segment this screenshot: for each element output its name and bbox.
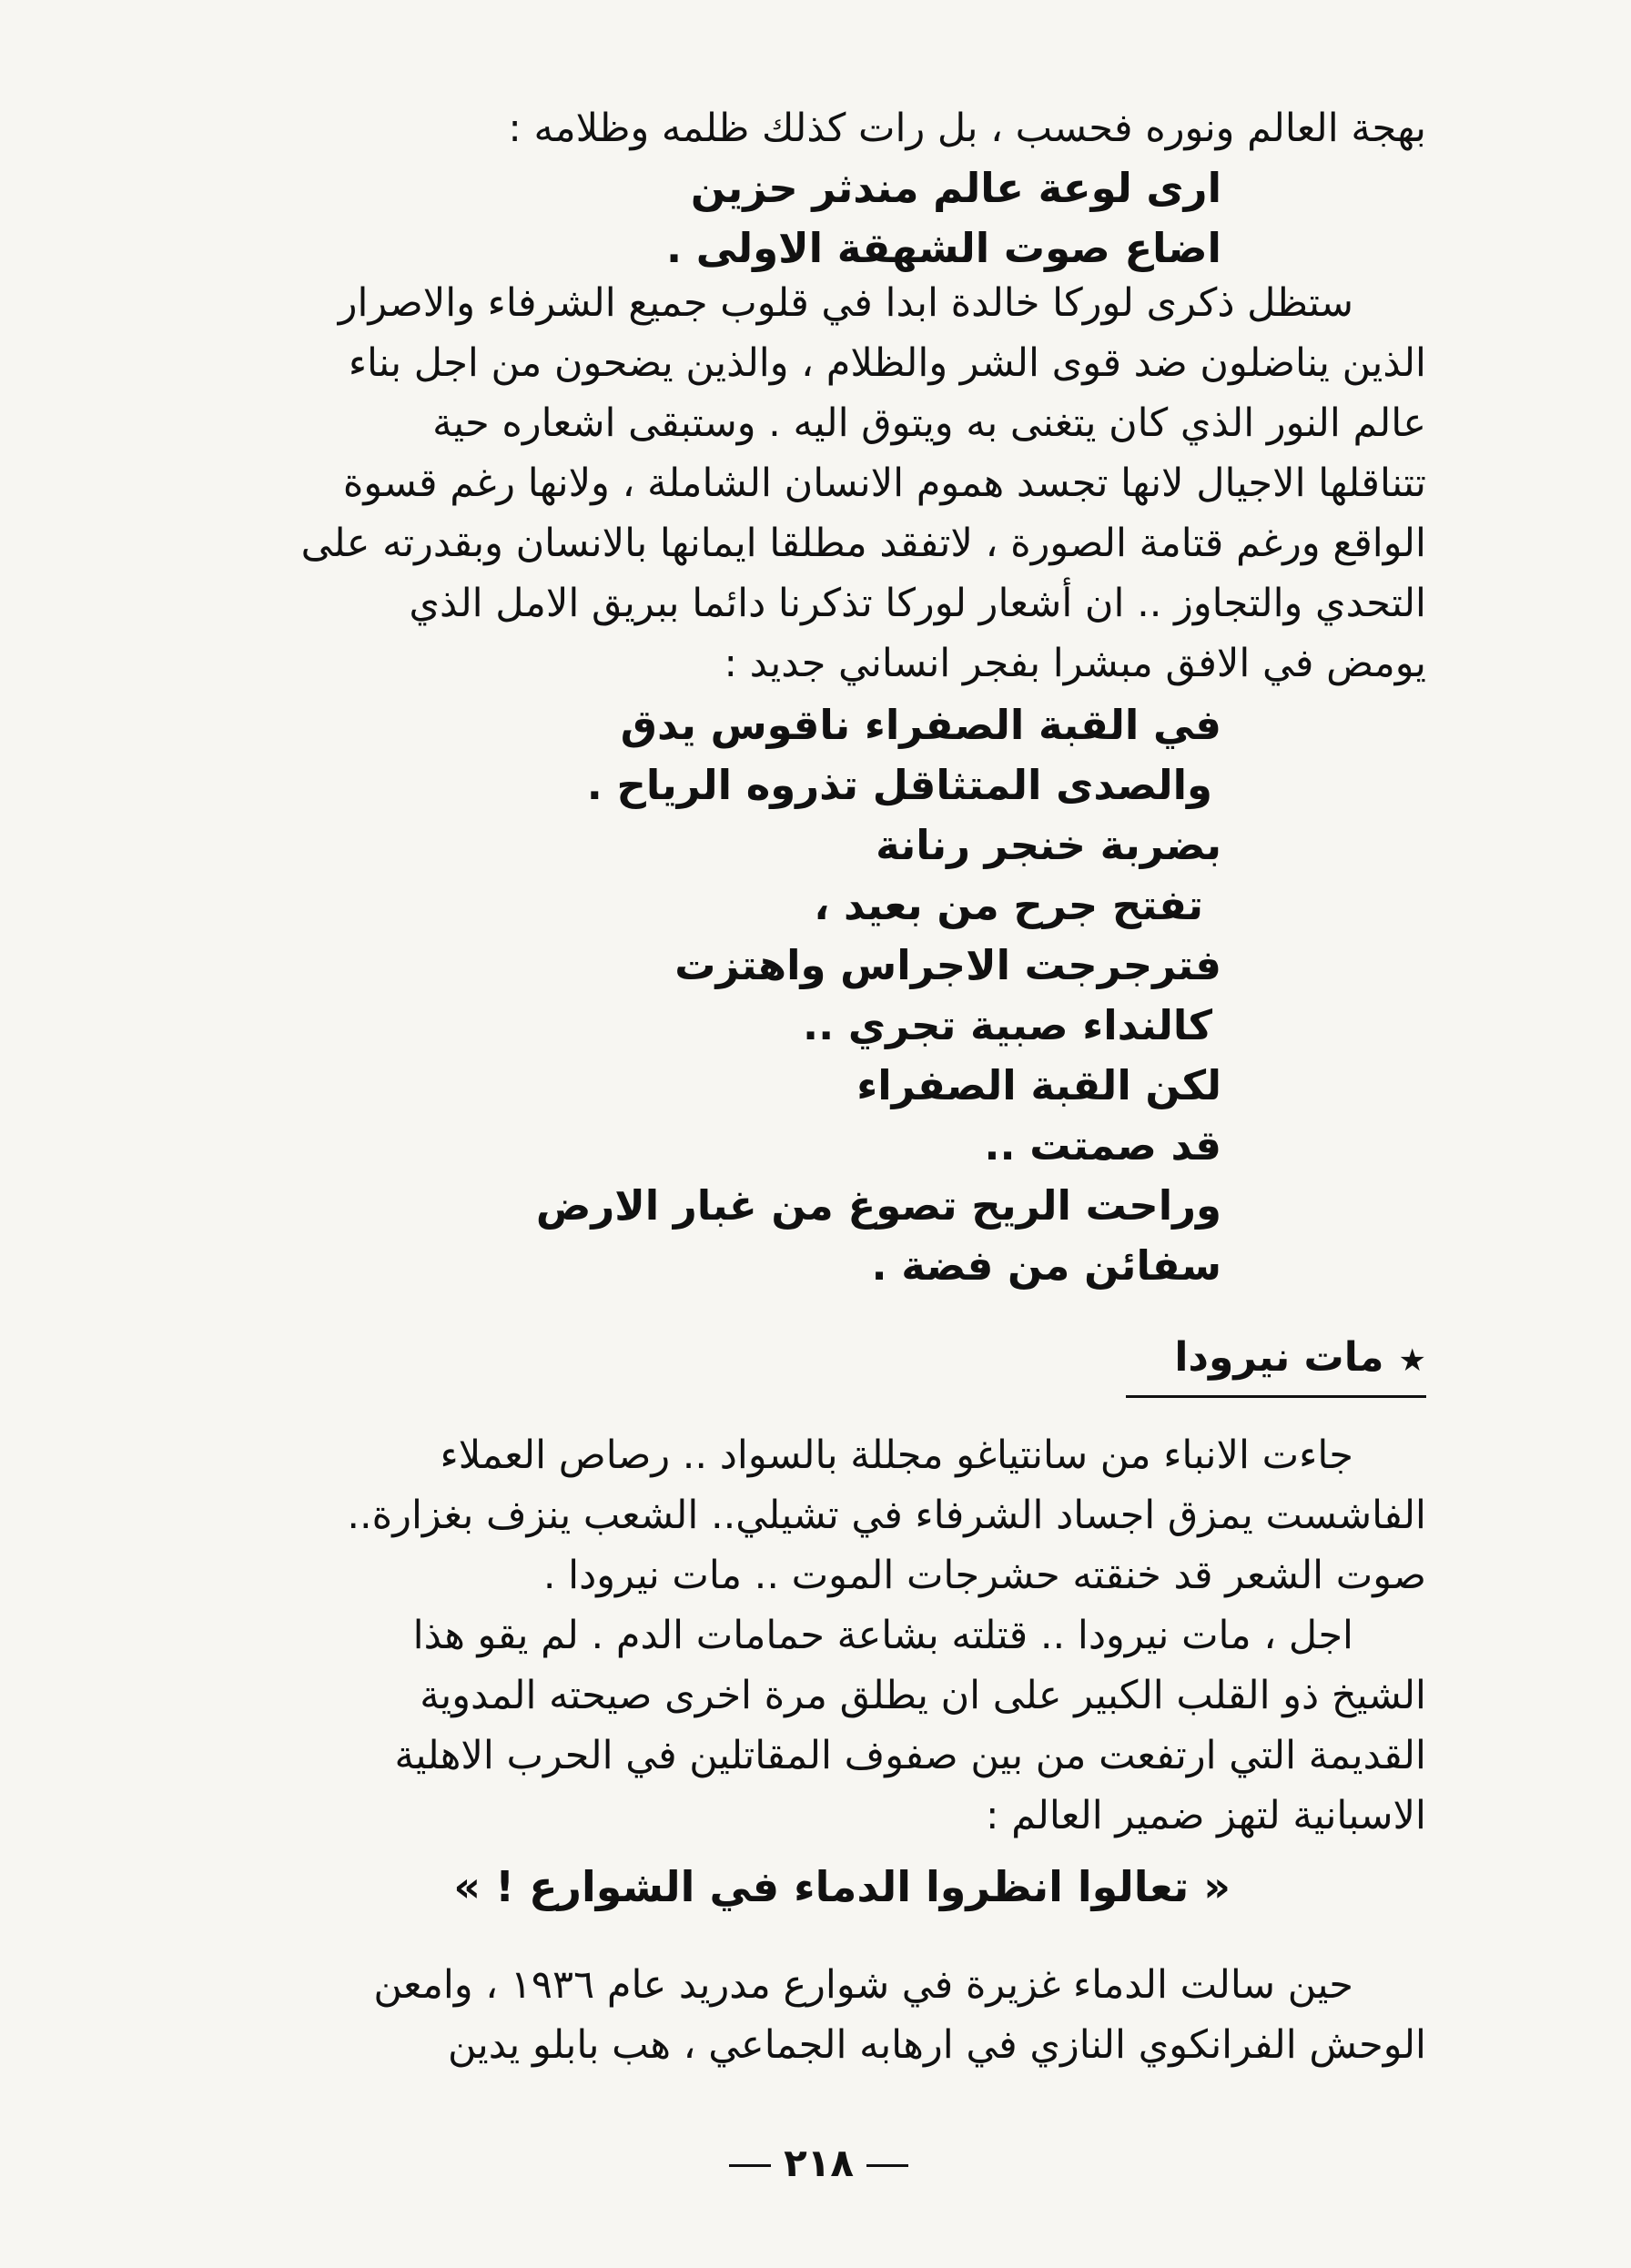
prose-line: ستظل ذكرى لوركا خالدة ابدا في قلوب جميع الشرفاء والاصرار (338, 280, 1353, 326)
verse-line: ارى لوعة عالم مندثر حزين (690, 164, 1221, 212)
verse-line: فترجرجت الاجراس واهتزت (674, 941, 1221, 989)
prose-line: عالم النور الذي كان يتغنى به ويتوق اليه . وستبقى اشعاره حية (432, 400, 1426, 446)
paragraph-neruda-death (205, 1605, 1426, 1846)
prose-line: تتناقلها الاجيال لانها تجسد هموم الانسان الشاملة ، ولانها رغم قسوة (342, 461, 1426, 506)
prose-line: يومض في الافق مبشرا بفجر انساني جديد : (724, 641, 1426, 686)
verse-line: لكن القبة الصفراء (856, 1061, 1221, 1109)
prose-line: الوحش الفرانكوي النازي في ارهابه الجماعي ، هب بابلو يدين (448, 2022, 1426, 2068)
verse-line: كالنداء صبية تجري .. (802, 1001, 1212, 1049)
verse-block-2 (536, 695, 1221, 1296)
quoted-line: « تعالوا انظروا الدماء في الشوارع ! » (453, 1862, 1231, 1911)
paragraph-madrid (205, 1955, 1426, 2075)
prose-line: اجل ، مات نيرودا .. قتلته بشاعة حمامات الدم . لم يقو هذا (412, 1613, 1353, 1658)
star-icon: ★ (1398, 1342, 1426, 1379)
dash-decoration (729, 2164, 771, 2167)
prose-line: الذين يناضلون ضد قوى الشر والظلام ، والذين يضحون من اجل بناء (348, 340, 1426, 386)
prose-line: التحدي والتجاوز .. ان أشعار لوركا تذكرنا دائما ببريق الامل الذي (409, 581, 1426, 626)
verse-line: قد صمتت .. (984, 1121, 1221, 1169)
section-title: مات نيرودا (1174, 1334, 1384, 1381)
page-number-footer (716, 2141, 921, 2185)
heading-underline (1126, 1395, 1426, 1398)
prose-line: القديمة التي ارتفعت من بين صفوف المقاتلين في الحرب الاهلية (394, 1733, 1426, 1778)
opening-prose (205, 98, 1426, 158)
prose-line: صوت الشعر قد خنقته حشرجات الموت .. مات نيرودا . (542, 1553, 1426, 1598)
verse-line: بضربة خنجر رنانة (876, 821, 1221, 869)
verse-line: اضاع صوت الشهقة الاولى . (665, 224, 1221, 272)
prose-line: الفاشست يمزق اجساد الشرفاء في تشيلي.. الشعب ينزف بغزارة.. (347, 1493, 1426, 1538)
prose-line: حين سالت الدماء غزيرة في شوارع مدريد عام ١٩٣٦ ، وامعن (373, 1962, 1353, 2008)
paragraph-lorca-memory (205, 273, 1426, 694)
paragraph-neruda-news (205, 1425, 1426, 1605)
prose-line: جاءت الانباء من سانتياغو مجللة بالسواد .. رصاص العملاء (440, 1433, 1353, 1478)
section-heading (1126, 1331, 1426, 1398)
verse-line: في القبة الصفراء ناقوس يدق (620, 701, 1221, 749)
dash-decoration (866, 2164, 908, 2167)
verse-block-1 (666, 158, 1221, 278)
page-number: ٢١٨ (784, 2141, 854, 2185)
verse-line: والصدى المتثاقل تذروه الرياح . (586, 761, 1212, 809)
prose-line: بهجة العالم ونوره فحسب ، بل رات كذلك ظلمه وظلامه : (508, 106, 1426, 151)
verse-line: وراحت الريح تصوغ من غبار الارض (535, 1181, 1221, 1230)
prose-line: الواقع ورغم قتامة الصورة ، لاتفقد مطلقا ايمانها بالانسان وبقدرته على (300, 521, 1426, 566)
prose-line: الشيخ ذو القلب الكبير على ان يطلق مرة اخرى صيحته المدوية (420, 1673, 1426, 1718)
verse-line: سفائن من فضة . (871, 1241, 1221, 1290)
prose-line: الاسبانية لتهز ضمير العالم : (985, 1793, 1426, 1838)
verse-line: تفتح جرح من بعيد ، (814, 881, 1203, 929)
